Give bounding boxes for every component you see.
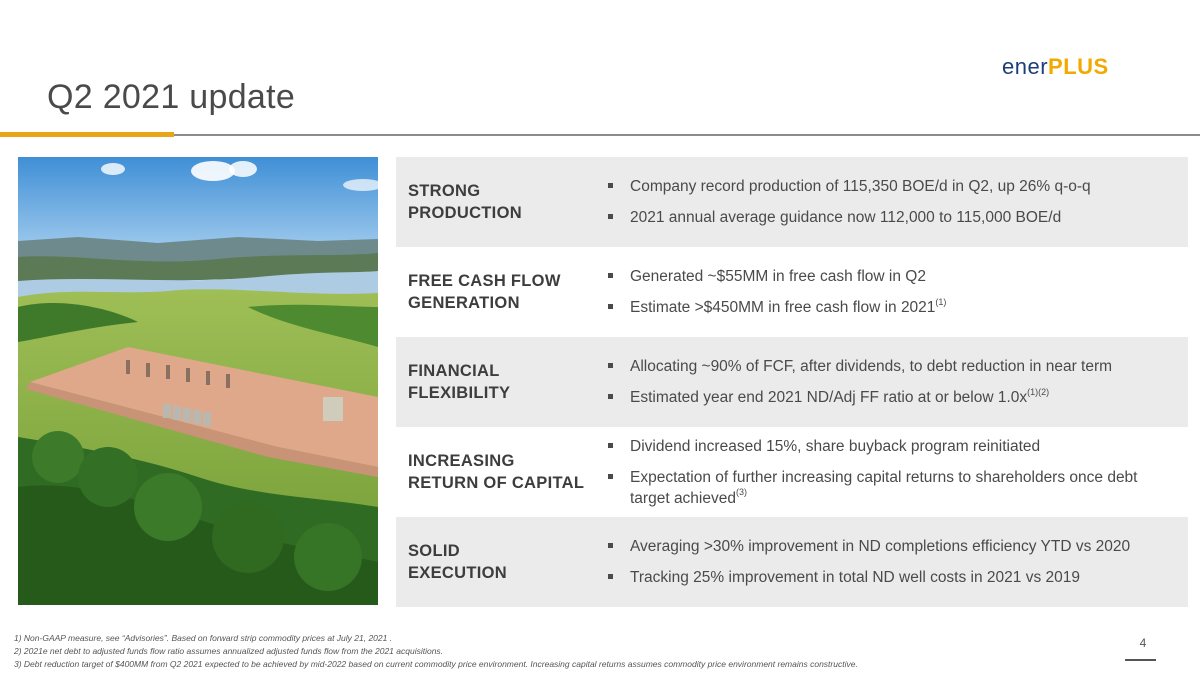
row-label-line1: INCREASING <box>408 452 515 470</box>
row-bullets <box>608 157 1178 247</box>
square-bullet-icon <box>608 474 613 479</box>
bullet-item <box>608 536 1178 557</box>
square-bullet-icon <box>608 183 613 188</box>
row-solid-execution <box>396 517 1188 607</box>
row-bullets <box>608 427 1178 517</box>
row-label <box>408 337 598 427</box>
square-bullet-icon <box>608 443 613 448</box>
row-label <box>408 247 598 337</box>
bullet-item <box>608 436 1178 457</box>
bullet-item <box>608 467 1178 509</box>
well-site-aerial-photo <box>18 157 378 605</box>
bullet-item <box>608 297 1178 318</box>
logo-text-plus: PLUS <box>1048 54 1109 79</box>
row-label <box>408 157 598 247</box>
page-number: 4 <box>1139 636 1147 650</box>
row-bullets <box>608 337 1178 427</box>
footnote-1: 1) Non-GAAP measure, see “Advisories”. Based on forward strip commodity prices at July 21, 2021 . <box>14 633 393 643</box>
logo-text-ener: ener <box>1002 54 1049 79</box>
square-bullet-icon <box>608 304 613 309</box>
footnote-2: 2) 2021e net debt to adjusted funds flow ratio assumes annualized adjusted funds flow from the 2021 acquisitions. <box>14 646 444 656</box>
row-label-line1: STRONG <box>408 182 481 200</box>
enerplus-logo <box>1002 54 1109 80</box>
bullet-item <box>608 266 1178 287</box>
header-accent-bar <box>0 132 174 137</box>
square-bullet-icon <box>608 214 613 219</box>
square-bullet-icon <box>608 574 613 579</box>
footnote-ref: (3) <box>736 487 747 498</box>
row-bullets <box>608 517 1178 607</box>
bullet-text: Generated ~$55MM in free cash flow in Q2 <box>630 268 926 285</box>
row-label-line1: FREE CASH FLOW <box>408 272 561 290</box>
footnote-ref: (1)(2) <box>1027 386 1050 397</box>
row-return-of-capital <box>396 427 1188 517</box>
bullet-text: Estimate >$450MM in free cash flow in 2021 <box>630 299 936 316</box>
row-label-line2: PRODUCTION <box>408 204 522 222</box>
bullet-text: Estimated year end 2021 ND/Adj FF ratio at or below 1.0x <box>630 389 1028 406</box>
header-divider <box>0 134 1200 136</box>
square-bullet-icon <box>608 273 613 278</box>
bullet-item <box>608 387 1178 408</box>
row-free-cash-flow <box>396 247 1188 337</box>
row-bullets <box>608 247 1178 337</box>
bullet-item <box>608 207 1178 228</box>
row-label-line1: SOLID <box>408 542 460 560</box>
square-bullet-icon <box>608 543 613 548</box>
row-label <box>408 517 598 607</box>
row-financial-flexibility <box>396 337 1188 427</box>
footnote-ref: (1) <box>935 296 947 307</box>
row-label-line2: RETURN OF CAPITAL <box>408 474 585 492</box>
bullet-text: Averaging >30% improvement in ND completions efficiency YTD vs 2020 <box>630 538 1131 555</box>
bullet-text: Allocating ~90% of FCF, after dividends, to debt reduction in near term <box>630 358 1113 375</box>
square-bullet-icon <box>608 394 613 399</box>
row-label-line2: FLEXIBILITY <box>408 384 511 402</box>
row-label-line2: EXECUTION <box>408 564 507 582</box>
highlights-table <box>396 157 1188 607</box>
footnotes <box>14 632 858 671</box>
row-label-line1: FINANCIAL <box>408 362 500 380</box>
row-label <box>408 427 598 517</box>
bullet-text: Dividend increased 15%, share buyback program reinitiated <box>630 437 1041 455</box>
bullet-item <box>608 356 1178 377</box>
square-bullet-icon <box>608 363 613 368</box>
bullet-item <box>608 176 1178 197</box>
bullet-text: Tracking 25% improvement in total ND well costs in 2021 vs 2019 <box>630 569 1080 586</box>
bullet-text: 2021 annual average guidance now 112,000 to 115,000 BOE/d <box>630 209 1062 226</box>
footnote-3: 3) Debt reduction target of $400MM from Q2 2021 expected to be achieved by mid-2022 based on current commodity price environment. Increasing capital returns assumes commodity price environment remains constructive. <box>14 659 858 669</box>
page-number-underline <box>1125 659 1156 661</box>
bullet-text: Company record production of 115,350 BOE/d in Q2, up 26% q-o-q <box>630 178 1091 195</box>
row-strong-production <box>396 157 1188 247</box>
bullet-item <box>608 567 1178 588</box>
page-title: Q2 2021 update <box>47 78 296 116</box>
row-label-line2: GENERATION <box>408 294 520 312</box>
bullet-text: Expectation of further increasing capital returns to shareholders once debt target achieved <box>630 468 1138 507</box>
